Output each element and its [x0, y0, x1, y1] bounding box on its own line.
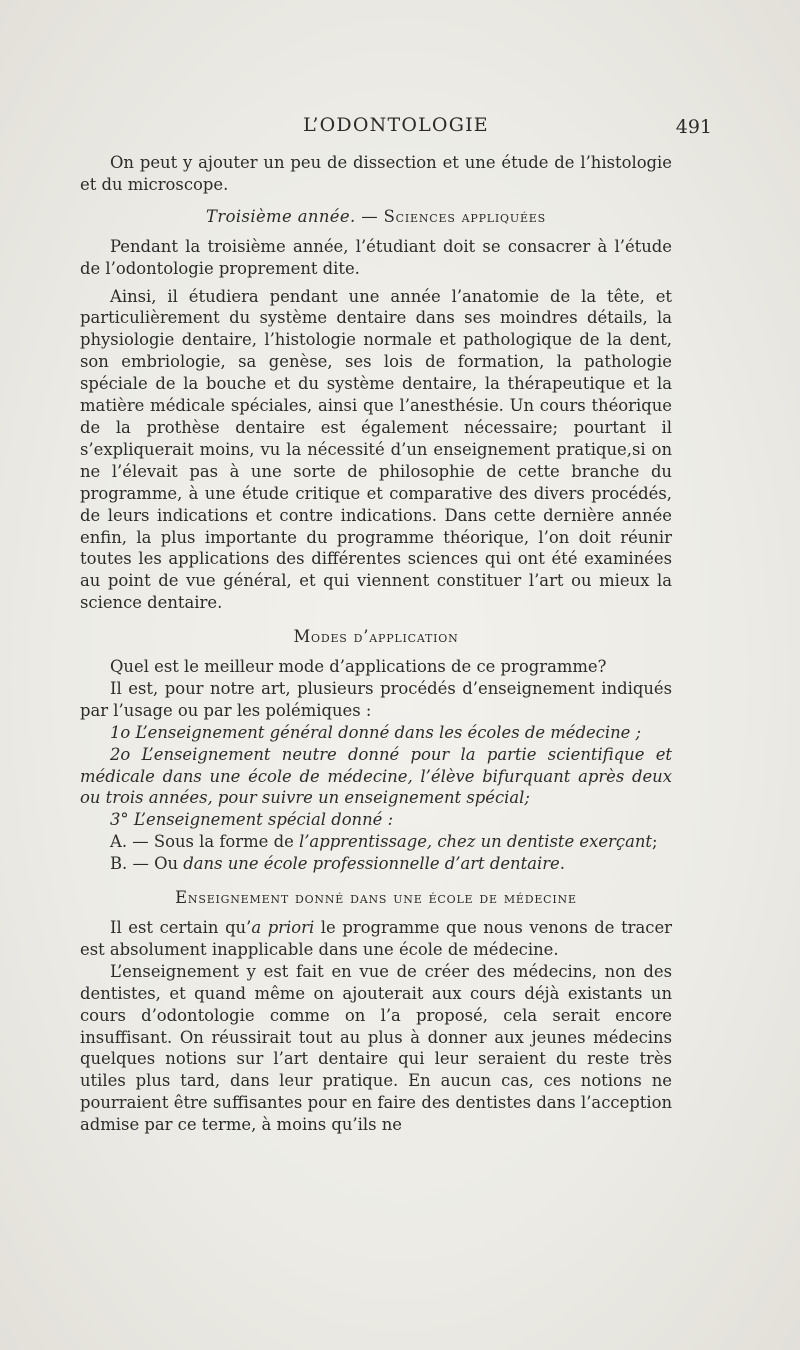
paragraph: Pendant la troisième année, l’étudiant doit se consacrer à l’étude de l’odontologie proprement dite.: [80, 236, 672, 278]
paragraph: On peut y ajouter un peu de dissection et une étude de l’histologie et du microscope.: [80, 153, 672, 194]
modes-list: [80, 722, 672, 875]
list-item: 3° L’enseignement spécial donné :: [110, 810, 394, 830]
section-heading-modes: Modes d’application: [293, 627, 459, 647]
heading-dash: —: [355, 206, 384, 226]
list-item: 1o L’enseignement général donné dans les écoles de médecine ;: [110, 722, 642, 742]
list-item-end: ;: [651, 832, 658, 852]
list-item-lead: B. — Ou: [110, 854, 184, 874]
paragraph-rest: le programme que nous venons de tracer est absolument inapplicable dans une école de médecine.: [80, 918, 672, 959]
paragraph: [80, 917, 672, 961]
list-item: [80, 831, 672, 853]
paragraph-lead: Il est certain qu’: [110, 918, 252, 937]
paragraph: Ainsi, il étudiera pendant une année l’anatomie de la tête, et particulièrement du système dentaire dans ses moindres détails, la physiologie dentaire, l’histologie normale et pathologique de la dent, son embriologie, sa genèse, ses lois de formation, la pathologie spéciale de la bouche et du système dentaire, la thérapeutique et la matière médicale spéciales, ainsi que l’anesthésie. Un cours théorique de la prothèse dentaire est également nécessaire; pourtant il s’expliquerait moins, vu la nécessité d’un enseignement pratique,si on ne l’élevait pas à une sorte de philosophie de cette branche du programme, à une étude critique et comparative des divers procédés, de leurs indications et contre indications. Dans cette dernière année enfin, la plus importante du programme théorique, l’on doit réunir toutes les applications des différentes sciences qui ont été examinées au point de vue général, et qui viennent constituer l’art ou mieux la science dentaire.: [80, 286, 672, 613]
section-heading-ecole-medecine: Enseignement donné dans une école de médecine: [175, 888, 577, 908]
list-item-lead: A. — Sous la forme de: [110, 832, 299, 852]
list-item-italic: dans une école professionnelle d’art dentaire: [183, 854, 560, 874]
running-head: [80, 112, 712, 144]
body-text: [80, 152, 672, 1136]
section-heading-troisieme-annee: [80, 206, 672, 228]
list-item-italic: l’apprentissage, chez un dentiste exerçant: [298, 832, 652, 852]
list-item: 2o L’enseignement neutre donné pour la partie scientifique et médicale dans une école de médecine, l’élève bifurquant après deux ou trois années, pour suivre un enseignement spécial;: [80, 744, 672, 808]
list-item: [80, 853, 672, 875]
list-item-end: .: [559, 854, 565, 874]
page-number: 491: [675, 116, 712, 138]
paragraph: L’enseignement y est fait en vue de créer des médecins, non des dentistes, et quand même on ajouterait aux cours déjà existants un cours d’odontologie comme on l’a proposé, cela serait encore insuffisant. On réussirait tout au plus à donner aux jeunes médecins quelques notions sur l’art dentaire qui leur seraient du reste très utiles plus tard, dans leur pratique. En aucun cas, ces notions ne pourraient être suffisantes pour en faire des dentistes dans l’acception admise par ce terme, à moins qu’ils ne: [80, 961, 672, 1135]
heading-caps-part: Sciences appliquées: [383, 206, 546, 226]
running-title: L’ODONTOLOGIE: [303, 114, 489, 136]
paragraph: Il est, pour notre art, plusieurs procédés d’enseignement indiqués par l’usage ou par les polémiques :: [80, 678, 672, 720]
paragraph-italic: a priori: [251, 918, 315, 937]
paragraph: Quel est le meilleur mode d’applications de ce programme?: [110, 657, 607, 677]
heading-italic-part: Troisième année.: [206, 206, 356, 226]
